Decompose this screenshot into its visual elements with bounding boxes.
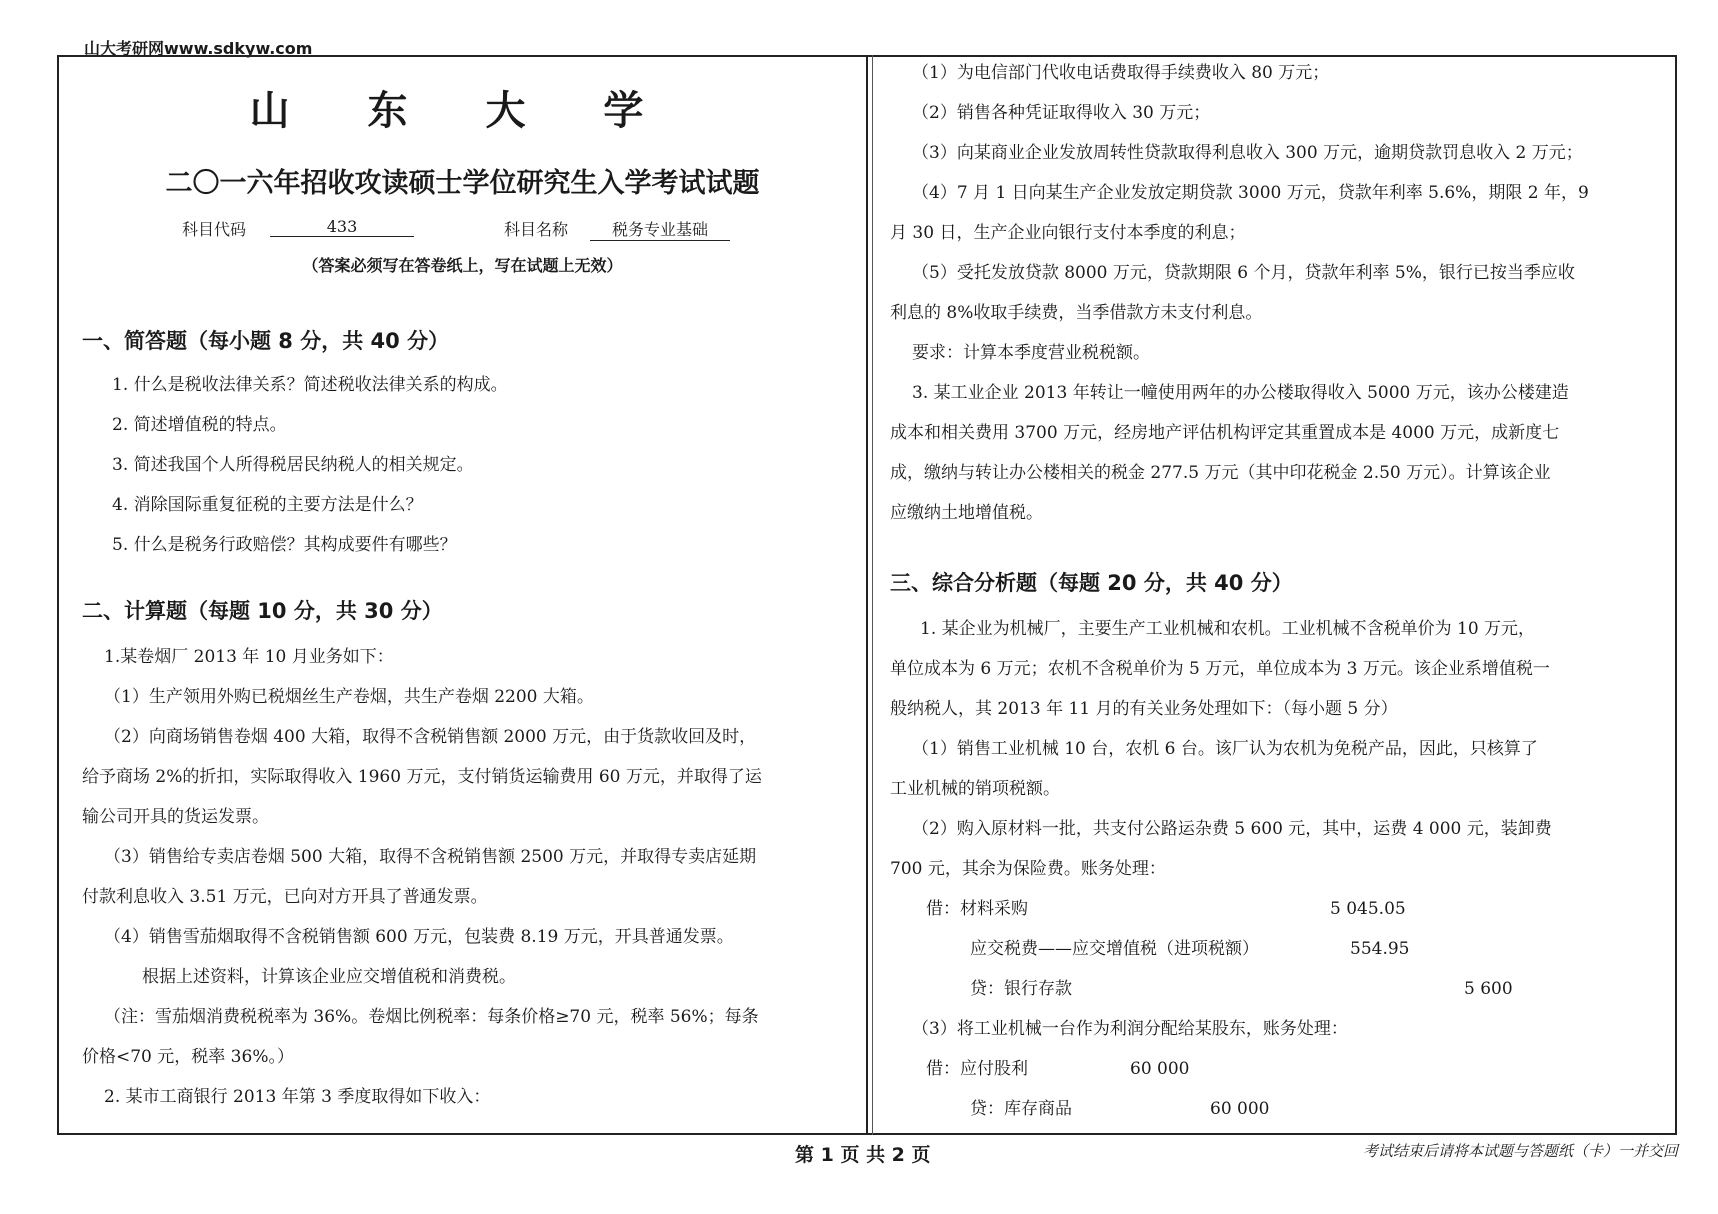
text-line: （5）受托发放贷款 8000 万元，贷款期限 6 个月，贷款年利率 5%，银行已按当季应收 <box>912 263 1575 283</box>
list-item: 2. 简述增值税的特点。 <box>112 415 287 435</box>
page-number: 第 1 页 共 2 页 <box>795 1144 931 1166</box>
text-line: （4）销售雪茄烟取得不含税销售额 600 万元，包装费 8.19 万元，开具普通发票。 <box>104 927 734 947</box>
exam-title: 二〇一六年招收攻读硕士学位研究生入学考试试题 <box>165 168 760 199</box>
watermark-text: 山大考研网www.sdkyw.com <box>84 39 313 58</box>
entry-sub-amount: 554.95 <box>1350 939 1410 959</box>
text-line: （2）向商场销售卷烟 400 大箱，取得不含税销售额 2000 万元，由于货款收回及时， <box>104 727 757 747</box>
text-line: （1）销售工业机械 10 台，农机 6 台。该厂认为农机为免税产品，因此，只核算了 <box>912 739 1538 759</box>
entry-sub-label: 应交税费——应交增值税（进项税额） <box>970 939 1259 959</box>
section1-list <box>82 365 843 565</box>
text-line: 应缴纳土地增值税。 <box>890 503 1043 523</box>
text-line: 1.某卷烟厂 2013 年 10 月业务如下： <box>104 647 394 667</box>
text-line: 价格<70 元，税率 36%。） <box>82 1047 294 1067</box>
text-line: 给予商场 2%的折扣，实际取得收入 1960 万元，支付销货运输费用 60 万元，并取得了运 <box>82 767 762 787</box>
section2-heading: 二、计算题（每题 10 分，共 30 分） <box>82 599 443 623</box>
text-line: 利息的 8%收取手续费，当季借款方未支付利息。 <box>890 303 1263 323</box>
column-divider-inner <box>872 55 873 1135</box>
text-line: 般纳税人，其 2013 年 11 月的有关业务处理如下：（每小题 5 分） <box>890 699 1398 719</box>
text-line: （4）7 月 1 日向某生产企业发放定期贷款 3000 万元，贷款年利率 5.6%，期限 2 年，9 <box>912 183 1589 203</box>
list-item: 1. 什么是税收法律关系？简述税收法律关系的构成。 <box>112 375 508 395</box>
entry-debit-label: 借：应付股利 <box>926 1059 1028 1079</box>
entry-credit-amount: 60 000 <box>1210 1099 1270 1119</box>
footer-note: 考试结束后请将本试题与答题纸（卡）一并交回 <box>1362 1142 1678 1160</box>
left-column <box>60 55 863 1135</box>
list-item: 5. 什么是税务行政赔偿？其构成要件有哪些？ <box>112 535 457 555</box>
text-line: 700 元，其余为保险费。账务处理： <box>890 859 1166 879</box>
text-line: 成，缴纳与转让办公楼相关的税金 277.5 万元（其中印花税金 2.50 万元）。计算该企业 <box>890 463 1551 483</box>
text-line: （1）为电信部门代收电话费取得手续费收入 80 万元； <box>912 63 1330 83</box>
section3-heading: 三、综合分析题（每题 20 分，共 40 分） <box>890 571 1293 595</box>
journal-entry-1 <box>890 889 1656 1009</box>
text-line: （3）向某商业企业发放周转性贷款取得利息收入 300 万元，逾期贷款罚息收入 2 万元； <box>912 143 1583 163</box>
text-line: 输公司开具的货运发票。 <box>82 807 269 827</box>
text-line: （注：雪茄烟消费税税率为 36%。卷烟比例税率：每条价格≥70 元，税率 56%；每条 <box>104 1007 759 1027</box>
subject-meta <box>82 217 843 241</box>
text-line: （1）生产领用外购已税烟丝生产卷烟，共生产卷烟 2200 大箱。 <box>104 687 594 707</box>
subject-name: 税务专业基础 <box>590 217 730 241</box>
text-line: 3. 某工业企业 2013 年转让一幢使用两年的办公楼取得收入 5000 万元，该办公楼建造 <box>912 383 1569 403</box>
list-item: 3. 简述我国个人所得税居民纳税人的相关规定。 <box>112 455 474 475</box>
text-line: 2. 某市工商银行 2013 年第 3 季度取得如下收入： <box>104 1087 491 1107</box>
text-line: 工业机械的销项税额。 <box>890 779 1060 799</box>
subject-name-label: 科目名称 <box>504 220 569 239</box>
entry-credit-amount: 5 600 <box>1464 979 1513 999</box>
section3-q1 <box>890 609 1656 889</box>
text-line: 根据上述资料，计算该企业应交增值税和消费税。 <box>142 967 516 987</box>
entry-credit-label: 贷：库存商品 <box>970 1099 1072 1119</box>
text-line: 单位成本为 6 万元；农机不含税单价为 5 万元，单位成本为 3 万元。该企业系增值税一 <box>890 659 1550 679</box>
right-column <box>876 55 1674 1135</box>
answer-notice: （答案必须写在答卷纸上，写在试题上无效） <box>302 256 623 275</box>
text-line: （2）购入原材料一批，共支付公路运杂费 5 600 元，其中，运费 4 000 元，装卸费 <box>912 819 1552 839</box>
text-line: 月 30 日，生产企业向银行支付本季度的利息； <box>890 223 1246 243</box>
entry-debit-amount: 60 000 <box>1130 1059 1190 1079</box>
list-item: 4. 消除国际重复征税的主要方法是什么？ <box>112 495 423 515</box>
section1-heading: 一、简答题（每小题 8 分，共 40 分） <box>82 329 450 353</box>
section2-q1 <box>82 637 843 1117</box>
entry-credit-label: 贷：银行存款 <box>970 979 1072 999</box>
text-line: 付款利息收入 3.51 万元，已向对方开具了普通发票。 <box>82 887 488 907</box>
text-line: （3）将工业机械一台作为利润分配给某股东，账务处理： <box>912 1019 1348 1039</box>
column-divider <box>866 55 868 1135</box>
subject-code-label: 科目代码 <box>182 220 247 239</box>
journal-entry-2 <box>890 1049 1656 1129</box>
university-title: 山 东 大 学 <box>249 88 676 134</box>
subject-code: 433 <box>270 217 414 237</box>
text-line: 成本和相关费用 3700 万元，经房地产评估机构评定其重置成本是 4000 万元，成新度七 <box>890 423 1560 443</box>
text-line: （3）销售给专卖店卷烟 500 大箱，取得不含税销售额 2500 万元，并取得专卖店延期 <box>104 847 757 867</box>
text-line: （2）销售各种凭证取得收入 30 万元； <box>912 103 1211 123</box>
entry-debit-amount: 5 045.05 <box>1330 899 1406 919</box>
section2-q2 <box>890 53 1656 533</box>
text-line: 要求：计算本季度营业税税额。 <box>912 343 1150 363</box>
text-line: 1. 某企业为机械厂，主要生产工业机械和农机。工业机械不含税单价为 10 万元， <box>920 619 1536 639</box>
entry-debit-label: 借：材料采购 <box>926 899 1028 919</box>
